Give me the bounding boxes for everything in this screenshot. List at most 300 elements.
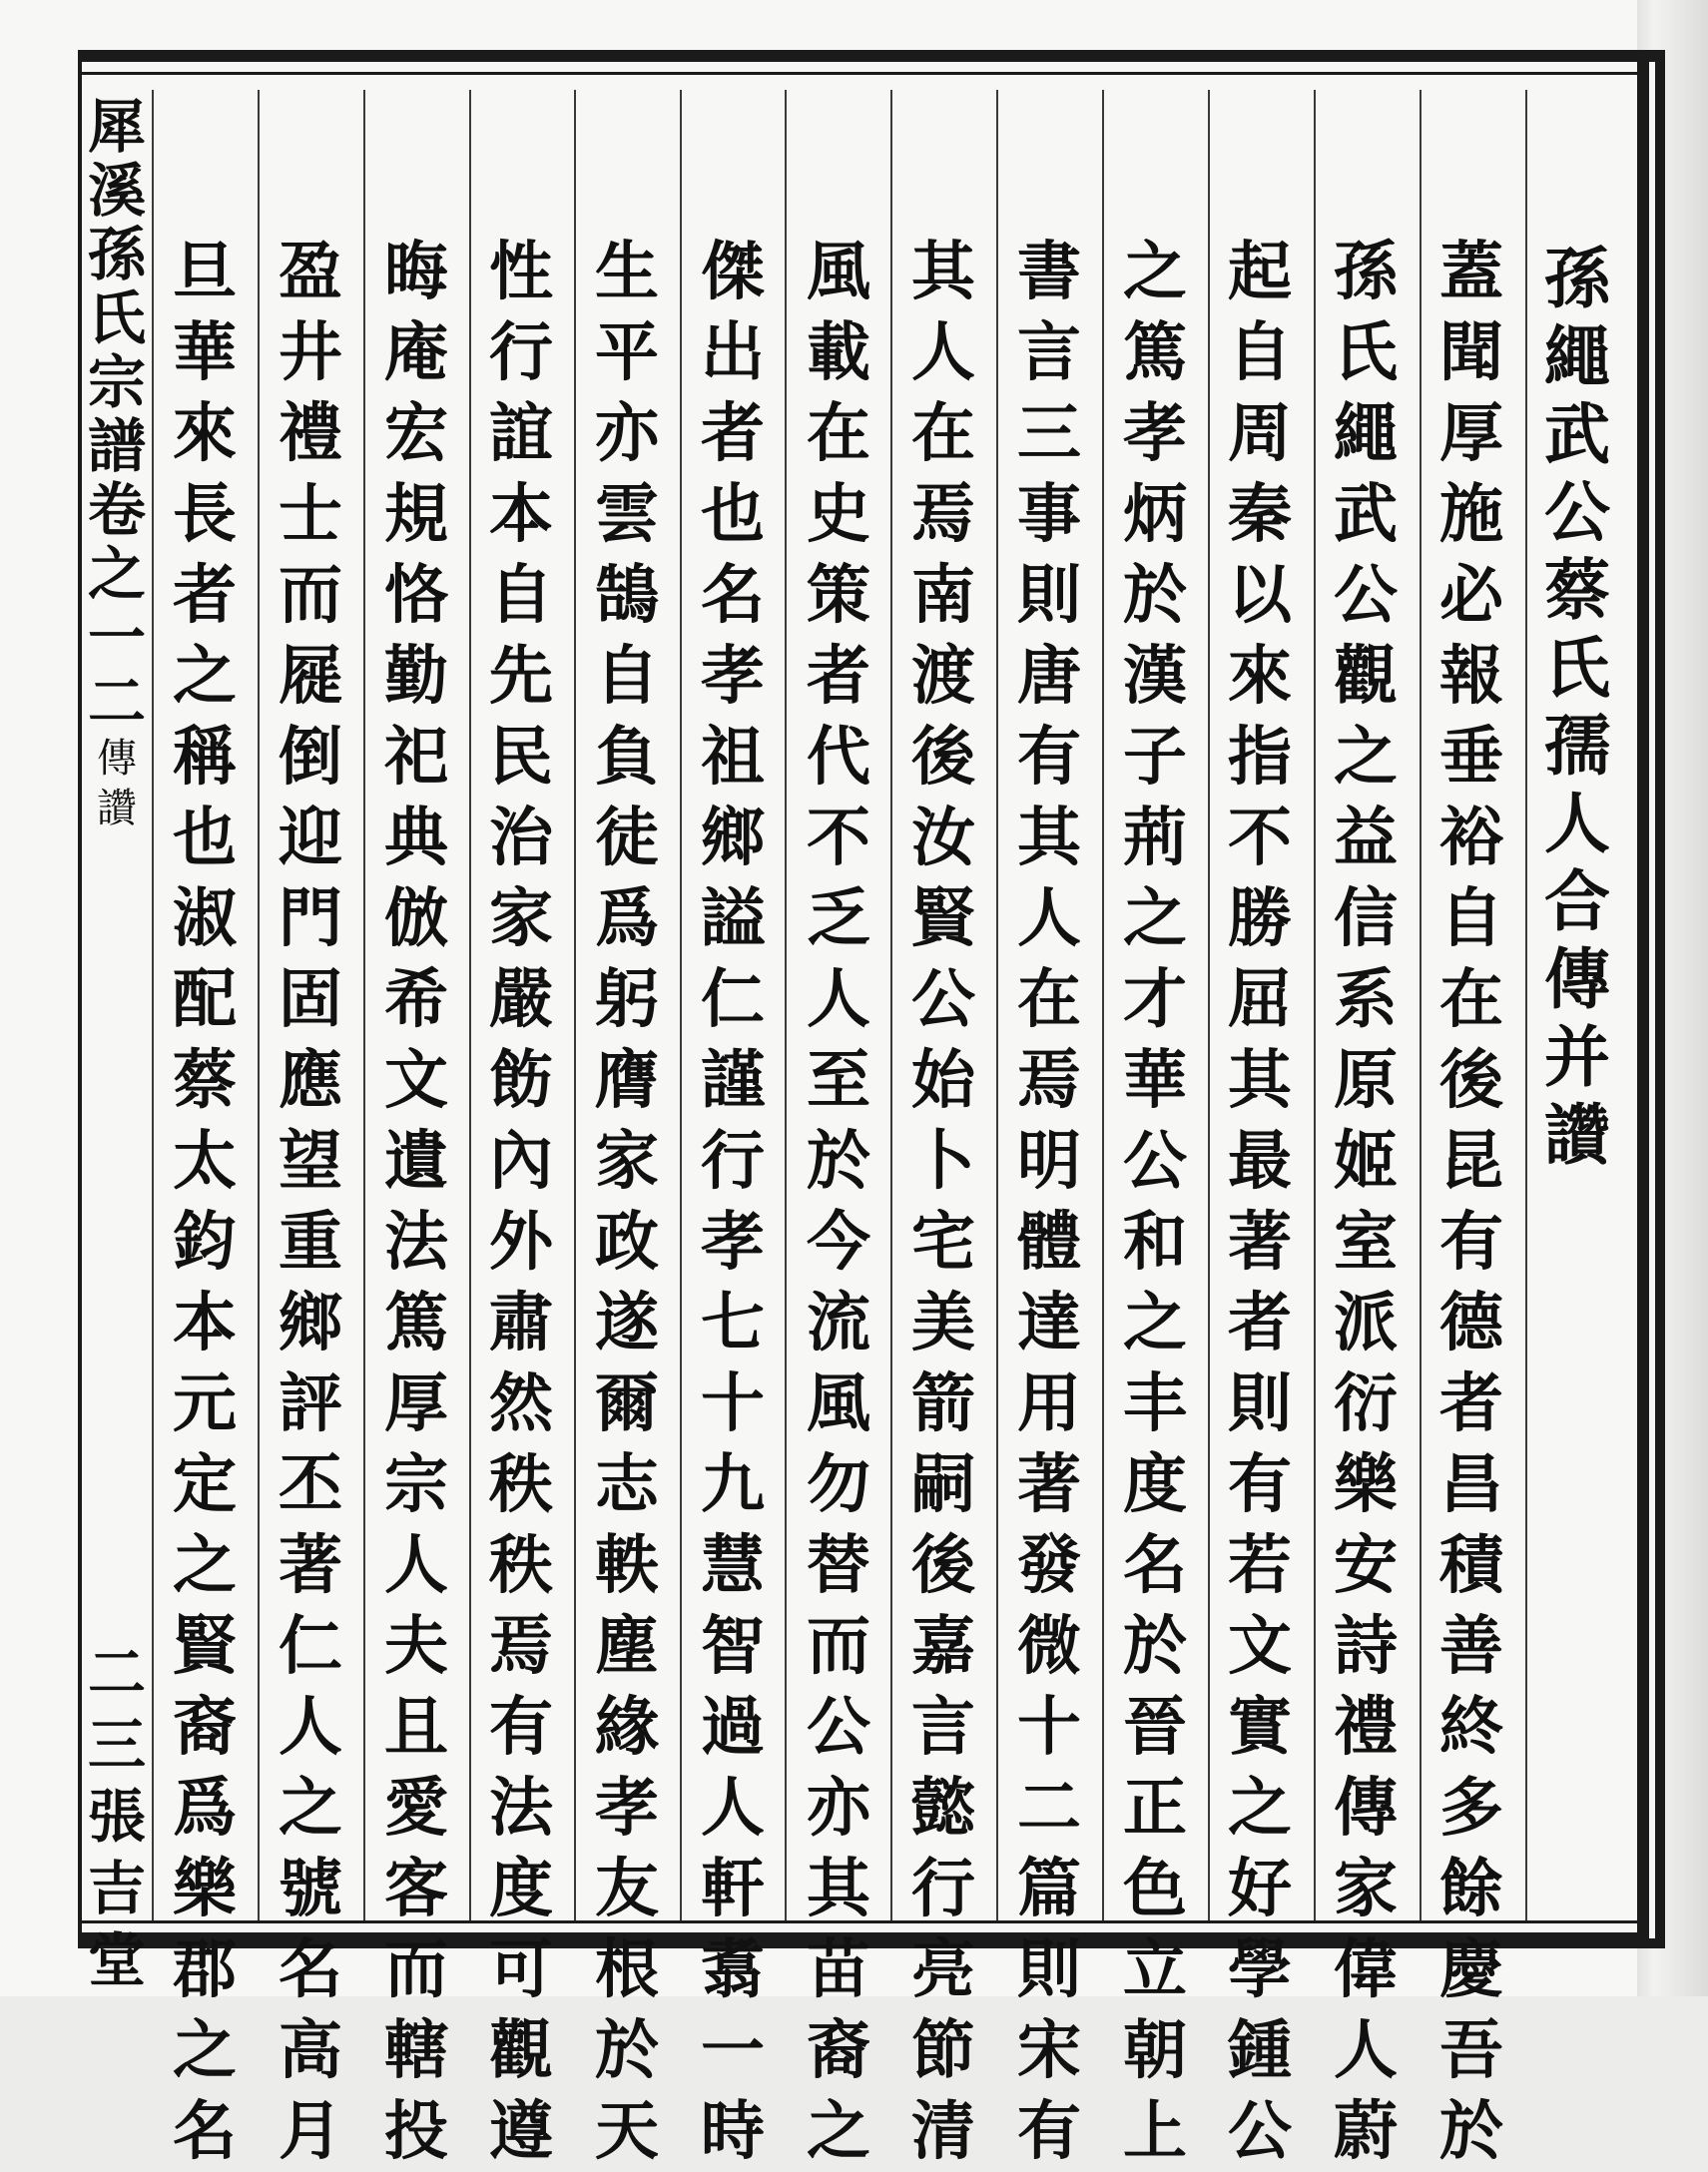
text-char: 遵 <box>489 2094 553 2169</box>
text-char: 用 <box>1017 1366 1081 1441</box>
text-char: 躬 <box>595 962 659 1037</box>
text-column <box>1425 232 1517 2172</box>
text-char: 著 <box>279 1528 342 1603</box>
text-column <box>1214 232 1306 2172</box>
text-char: 一 <box>701 2013 765 2088</box>
title-char: 繩 <box>1544 317 1610 395</box>
spine-volume-char: 之 <box>87 540 146 608</box>
text-char: 賢 <box>911 881 975 956</box>
text-char: 學 <box>1228 1932 1292 2007</box>
text-char: 後 <box>1439 1043 1503 1118</box>
text-char: 在 <box>1439 962 1503 1037</box>
text-char: 鈞 <box>173 1205 237 1280</box>
text-char: 鵠 <box>595 558 659 633</box>
title-char: 武 <box>1544 395 1610 473</box>
text-char: 載 <box>807 315 870 390</box>
text-char: 門 <box>279 881 342 956</box>
text-char: 名 <box>279 1932 342 2007</box>
text-char: 繩 <box>1334 396 1398 471</box>
text-char: 觀 <box>489 2013 553 2088</box>
text-char: 裔 <box>173 1690 237 1765</box>
text-char: 秦 <box>1228 477 1292 552</box>
text-char: 政 <box>595 1205 659 1280</box>
text-char: 朝 <box>1123 2013 1187 2088</box>
text-char: 姬 <box>1334 1124 1398 1199</box>
text-char: 傑 <box>701 235 765 309</box>
text-char: 代 <box>807 720 870 795</box>
text-char: 荊 <box>1123 801 1187 875</box>
text-char: 人 <box>807 962 870 1037</box>
text-char: 友 <box>595 1852 659 1926</box>
text-char: 規 <box>384 477 448 552</box>
text-char: 漢 <box>1123 639 1187 714</box>
text-char: 其 <box>911 235 975 309</box>
text-char: 緣 <box>595 1690 659 1765</box>
text-char: 謚 <box>701 881 765 956</box>
text-char: 屣 <box>279 639 342 714</box>
text-char: 雲 <box>595 477 659 552</box>
text-char: 偉 <box>1334 1932 1398 2007</box>
spine-title-char: 宗 <box>87 348 146 416</box>
text-char: 文 <box>384 1043 448 1118</box>
text-char: 稱 <box>173 720 237 795</box>
text-char: 倣 <box>384 881 448 956</box>
text-char: 內 <box>489 1124 553 1199</box>
text-char: 行 <box>911 1852 975 1926</box>
text-char: 庵 <box>384 315 448 390</box>
text-char: 公 <box>911 962 975 1037</box>
text-char: 也 <box>173 801 237 875</box>
text-char: 事 <box>1017 477 1081 552</box>
text-char: 子 <box>1123 720 1187 795</box>
text-char: 者 <box>1228 1286 1292 1360</box>
text-char: 者 <box>807 639 870 714</box>
text-char: 華 <box>173 315 237 390</box>
text-char: 在 <box>807 396 870 471</box>
text-char: 之 <box>1123 881 1187 956</box>
text-char: 人 <box>701 1771 765 1846</box>
text-char: 負 <box>595 720 659 795</box>
text-char: 乏 <box>807 881 870 956</box>
text-char: 投 <box>384 2094 448 2169</box>
column-divider <box>1102 90 1104 1920</box>
text-char: 有 <box>1017 720 1081 795</box>
text-char: 禮 <box>1334 1690 1398 1765</box>
spine-header <box>82 95 152 833</box>
text-char: 謹 <box>701 1043 765 1118</box>
column-divider <box>1208 90 1210 1920</box>
text-char: 立 <box>1123 1932 1187 2007</box>
text-char: 最 <box>1228 1124 1292 1199</box>
text-char: 慧 <box>701 1528 765 1603</box>
text-char: 詩 <box>1334 1609 1398 1684</box>
text-char: 武 <box>1334 477 1398 552</box>
title-char: 人 <box>1544 785 1610 862</box>
text-char: 昆 <box>1439 1124 1503 1199</box>
text-char: 策 <box>807 558 870 633</box>
text-char: 晦 <box>384 235 448 309</box>
text-char: 至 <box>807 1043 870 1118</box>
text-char: 誼 <box>489 396 553 471</box>
spine-bottom-char: 三 <box>87 1711 146 1779</box>
spine-bottom-char: 張 <box>87 1783 146 1851</box>
text-char: 人 <box>911 315 975 390</box>
text-char: 於 <box>1123 1609 1187 1684</box>
text-char: 風 <box>807 1366 870 1441</box>
text-char: 著 <box>1017 1447 1081 1522</box>
text-char: 度 <box>1123 1447 1187 1522</box>
text-char: 後 <box>911 1528 975 1603</box>
title-char: 氏 <box>1544 629 1610 707</box>
text-char: 典 <box>384 801 448 875</box>
text-char: 仁 <box>701 962 765 1037</box>
text-char: 名 <box>701 558 765 633</box>
text-char: 則 <box>1228 1366 1292 1441</box>
top-border-thin <box>78 72 1665 75</box>
text-char: 在 <box>911 396 975 471</box>
text-char: 軒 <box>701 1852 765 1926</box>
text-char: 倒 <box>279 720 342 795</box>
text-char: 蔚 <box>1334 2094 1398 2169</box>
text-char: 仁 <box>279 1609 342 1684</box>
text-char: 後 <box>911 720 975 795</box>
text-char: 益 <box>1334 801 1398 875</box>
column-divider <box>1525 90 1527 1920</box>
text-char: 史 <box>807 477 870 552</box>
text-char: 於 <box>1439 2094 1503 2169</box>
text-char: 轄 <box>384 2013 448 2088</box>
text-char: 唐 <box>1017 639 1081 714</box>
spine-title-char: 犀 <box>87 93 146 161</box>
text-char: 公 <box>1334 558 1398 633</box>
column-divider <box>363 90 365 1920</box>
text-char: 苗 <box>807 1932 870 2007</box>
text-char: 衍 <box>1334 1366 1398 1441</box>
text-char: 本 <box>173 1286 237 1360</box>
text-char: 秩 <box>489 1447 553 1522</box>
text-char: 始 <box>911 1043 975 1118</box>
text-char: 餘 <box>1439 1852 1503 1926</box>
text-char: 恪 <box>384 558 448 633</box>
text-char: 著 <box>1228 1205 1292 1280</box>
text-char: 井 <box>279 315 342 390</box>
text-char: 膺 <box>595 1043 659 1118</box>
text-char: 人 <box>1334 2013 1398 2088</box>
text-char: 軼 <box>595 1528 659 1603</box>
text-char: 士 <box>279 477 342 552</box>
text-char: 而 <box>279 558 342 633</box>
text-char: 於 <box>1123 558 1187 633</box>
text-column <box>687 232 779 2172</box>
text-char: 信 <box>1334 881 1398 956</box>
text-char: 平 <box>595 315 659 390</box>
text-char: 發 <box>1017 1528 1081 1603</box>
column-divider <box>1420 90 1422 1920</box>
text-char: 家 <box>595 1124 659 1199</box>
text-char: 生 <box>595 235 659 309</box>
text-char: 樂 <box>173 1852 237 1926</box>
text-char: 禮 <box>279 396 342 471</box>
column-divider <box>680 90 682 1920</box>
text-char: 裔 <box>807 2013 870 2088</box>
column-divider <box>890 90 892 1920</box>
text-char: 以 <box>1228 558 1292 633</box>
spine-title-char: 溪 <box>87 157 146 225</box>
spine-bottom-char: 堂 <box>87 1926 146 1994</box>
text-char: 宅 <box>911 1205 975 1280</box>
text-char: 嗣 <box>911 1447 975 1522</box>
text-char: 色 <box>1123 1852 1187 1926</box>
text-char: 樂 <box>1334 1447 1398 1522</box>
text-char: 言 <box>1017 315 1081 390</box>
title-column <box>1531 240 1623 1174</box>
text-char: 爾 <box>595 1366 659 1441</box>
text-char: 言 <box>911 1690 975 1765</box>
spine-footer <box>82 1637 152 1996</box>
text-char: 上 <box>1123 2094 1187 2169</box>
text-char: 之 <box>1123 235 1187 309</box>
text-char: 爲 <box>173 1771 237 1846</box>
text-char: 篤 <box>384 1286 448 1360</box>
text-char: 家 <box>1334 1852 1398 1926</box>
text-char: 終 <box>1439 1690 1503 1765</box>
text-char: 多 <box>1439 1771 1503 1846</box>
text-column <box>581 232 673 2172</box>
text-char: 流 <box>807 1286 870 1360</box>
text-char: 定 <box>173 1447 237 1522</box>
text-char: 系 <box>1334 962 1398 1037</box>
text-char: 若 <box>1228 1528 1292 1603</box>
text-char: 九 <box>701 1447 765 1522</box>
text-char: 室 <box>1334 1205 1398 1280</box>
text-char: 愛 <box>384 1771 448 1846</box>
text-char: 公 <box>1228 2094 1292 2169</box>
column-divider <box>258 90 260 1920</box>
text-char: 名 <box>173 2094 237 2169</box>
text-char: 希 <box>384 962 448 1037</box>
text-char: 有 <box>1439 1205 1503 1280</box>
text-char: 迎 <box>279 801 342 875</box>
text-char: 在 <box>1017 962 1081 1037</box>
text-char: 二 <box>1017 1771 1081 1846</box>
text-char: 而 <box>384 1932 448 2007</box>
text-char: 民 <box>489 720 553 795</box>
text-char: 傳 <box>1334 1771 1398 1846</box>
text-char: 本 <box>489 477 553 552</box>
text-char: 人 <box>1017 881 1081 956</box>
text-char: 厚 <box>384 1366 448 1441</box>
text-char: 盈 <box>279 235 342 309</box>
spine-volume-char: 二 <box>87 668 146 736</box>
text-char: 宏 <box>384 396 448 471</box>
text-char: 秩 <box>489 1528 553 1603</box>
text-char: 夫 <box>384 1609 448 1684</box>
text-char: 亦 <box>595 396 659 471</box>
text-char: 來 <box>1228 639 1292 714</box>
text-char: 之 <box>1228 1771 1292 1846</box>
text-char: 懿 <box>911 1771 975 1846</box>
text-char: 望 <box>279 1124 342 1199</box>
text-char: 替 <box>807 1528 870 1603</box>
text-char: 可 <box>489 1932 553 2007</box>
text-char: 行 <box>489 315 553 390</box>
text-char: 卜 <box>911 1124 975 1199</box>
text-char: 報 <box>1439 639 1503 714</box>
text-char: 郡 <box>173 1932 237 2007</box>
text-char: 鍾 <box>1228 2013 1292 2088</box>
text-char: 之 <box>807 2094 870 2169</box>
title-char: 傳 <box>1544 940 1610 1018</box>
text-char: 篤 <box>1123 315 1187 390</box>
text-char: 其 <box>1017 801 1081 875</box>
title-char: 讚 <box>1544 1096 1610 1174</box>
text-char: 自 <box>595 639 659 714</box>
text-char: 翥 <box>701 1932 765 2007</box>
column-divider <box>469 90 471 1920</box>
text-char: 祖 <box>701 720 765 795</box>
text-char: 度 <box>489 1852 553 1926</box>
text-char: 外 <box>489 1205 553 1280</box>
text-char: 好 <box>1228 1852 1292 1926</box>
text-char: 吾 <box>1439 2013 1503 2088</box>
text-char: 名 <box>1123 1528 1187 1603</box>
text-char: 勿 <box>807 1447 870 1522</box>
text-char: 其 <box>1228 1043 1292 1118</box>
text-char: 應 <box>279 1043 342 1118</box>
text-char: 善 <box>1439 1609 1503 1684</box>
text-char: 則 <box>1017 1932 1081 2007</box>
text-char: 之 <box>173 639 237 714</box>
text-char: 治 <box>489 801 553 875</box>
spine-title-char: 譜 <box>87 412 146 480</box>
text-char: 公 <box>1123 1124 1187 1199</box>
text-char: 來 <box>173 396 237 471</box>
text-char: 焉 <box>911 477 975 552</box>
text-char: 然 <box>489 1366 553 1441</box>
column-divider <box>785 90 787 1920</box>
text-char: 肅 <box>489 1286 553 1360</box>
text-char: 公 <box>807 1690 870 1765</box>
text-char: 亮 <box>911 1932 975 2007</box>
text-char: 行 <box>701 1124 765 1199</box>
text-char: 施 <box>1439 477 1503 552</box>
text-column <box>1003 232 1095 2172</box>
text-char: 者 <box>173 558 237 633</box>
text-char: 積 <box>1439 1528 1503 1603</box>
title-char: 蔡 <box>1544 551 1610 629</box>
text-char: 人 <box>384 1528 448 1603</box>
text-char: 自 <box>489 558 553 633</box>
text-char: 氏 <box>1334 315 1398 390</box>
text-char: 慶 <box>1439 1932 1503 2007</box>
text-column <box>370 232 462 2172</box>
text-char: 根 <box>595 1932 659 2007</box>
text-char: 元 <box>173 1366 237 1441</box>
right-border-gap <box>1649 62 1655 1938</box>
text-char: 指 <box>1228 720 1292 795</box>
text-char: 祀 <box>384 720 448 795</box>
text-char: 則 <box>1017 558 1081 633</box>
text-char: 晉 <box>1123 1690 1187 1765</box>
text-char: 人 <box>279 1690 342 1765</box>
text-char: 十 <box>1017 1690 1081 1765</box>
text-char: 蓋 <box>1439 235 1503 309</box>
text-char: 丕 <box>279 1447 342 1522</box>
text-char: 亦 <box>807 1771 870 1846</box>
text-char: 明 <box>1017 1124 1081 1199</box>
text-char: 之 <box>1123 1286 1187 1360</box>
text-char: 徒 <box>595 801 659 875</box>
text-char: 爲 <box>595 881 659 956</box>
text-column <box>793 232 884 2172</box>
text-char: 昌 <box>1439 1447 1503 1522</box>
text-char: 也 <box>701 477 765 552</box>
text-char: 原 <box>1334 1043 1398 1118</box>
text-char: 之 <box>279 1771 342 1846</box>
text-char: 自 <box>1228 315 1292 390</box>
text-char: 家 <box>489 881 553 956</box>
text-char: 孝 <box>701 1205 765 1280</box>
text-char: 法 <box>384 1205 448 1280</box>
text-char: 嚴 <box>489 962 553 1037</box>
text-char: 觀 <box>1334 639 1398 714</box>
title-char: 合 <box>1544 862 1610 940</box>
text-char: 周 <box>1228 396 1292 471</box>
text-char: 清 <box>911 2094 975 2169</box>
text-char: 篇 <box>1017 1852 1081 1926</box>
column-divider <box>1314 90 1316 1920</box>
text-char: 號 <box>279 1852 342 1926</box>
text-char: 安 <box>1334 1528 1398 1603</box>
text-char: 自 <box>1439 881 1503 956</box>
text-char: 之 <box>173 1528 237 1603</box>
text-char: 和 <box>1123 1205 1187 1280</box>
text-column <box>1109 232 1201 2172</box>
text-char: 固 <box>279 962 342 1037</box>
text-char: 時 <box>701 2094 765 2169</box>
text-char: 有 <box>489 1690 553 1765</box>
spine-section-char: 傳 <box>97 736 137 782</box>
text-char: 屈 <box>1228 962 1292 1037</box>
text-char: 評 <box>279 1366 342 1441</box>
text-char: 有 <box>1228 1447 1292 1522</box>
text-char: 而 <box>807 1609 870 1684</box>
text-char: 南 <box>911 558 975 633</box>
text-char: 焉 <box>489 1609 553 1684</box>
text-char: 文 <box>1228 1609 1292 1684</box>
text-char: 配 <box>173 962 237 1037</box>
spine-title-char: 氏 <box>87 284 146 352</box>
text-char: 節 <box>911 2013 975 2088</box>
text-char: 七 <box>701 1286 765 1360</box>
text-char: 厚 <box>1439 396 1503 471</box>
text-char: 太 <box>173 1124 237 1199</box>
text-char: 風 <box>807 235 870 309</box>
title-char: 孫 <box>1544 240 1610 317</box>
column-divider <box>996 90 998 1920</box>
text-char: 炳 <box>1123 477 1187 552</box>
text-char: 且 <box>384 1690 448 1765</box>
text-char: 裕 <box>1439 801 1503 875</box>
text-char: 遂 <box>595 1286 659 1360</box>
text-char: 才 <box>1123 962 1187 1037</box>
text-char: 德 <box>1439 1286 1503 1360</box>
text-char: 之 <box>173 2013 237 2088</box>
text-char: 不 <box>807 801 870 875</box>
top-border-thick <box>78 50 1665 62</box>
text-char: 鄉 <box>701 801 765 875</box>
text-char: 之 <box>1334 720 1398 795</box>
